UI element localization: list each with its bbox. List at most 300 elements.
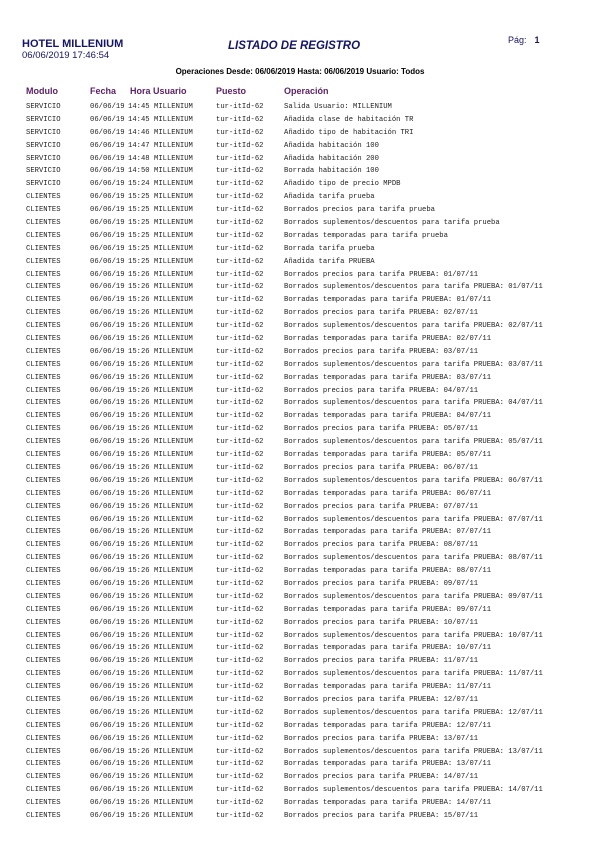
table-row	[0, 374, 600, 387]
cell-operacion: Añadido tipo de habitación TRI	[284, 128, 414, 137]
cell-fecha: 06/06/19	[90, 115, 125, 124]
cell-usuario: MILLENIUM	[154, 476, 193, 485]
cell-fecha: 06/06/19	[90, 786, 125, 795]
cell-fecha: 06/06/19	[90, 708, 125, 717]
cell-fecha: 06/06/19	[90, 322, 125, 331]
cell-fecha: 06/06/19	[90, 296, 125, 305]
cell-puesto: tur-itId-62	[216, 373, 264, 382]
cell-operacion: Borradas temporadas para tarifa PRUEBA: 03/07/11	[284, 373, 492, 382]
cell-hora: 14:45	[128, 115, 150, 124]
table-row	[0, 155, 600, 168]
cell-puesto: tur-itId-62	[216, 257, 264, 266]
cell-usuario: MILLENIUM	[154, 567, 193, 576]
cell-puesto: tur-itId-62	[216, 799, 264, 808]
cell-fecha: 06/06/19	[90, 257, 125, 266]
cell-puesto: tur-itId-62	[216, 541, 264, 550]
cell-puesto: tur-itId-62	[216, 438, 264, 447]
cell-modulo: SERVICIO	[26, 141, 61, 150]
column-headers	[0, 86, 600, 98]
table-row	[0, 748, 600, 761]
cell-operacion: Borrados suplementos/descuentos para tarifa PRUEBA: 01/07/11	[284, 283, 543, 292]
cell-usuario: MILLENIUM	[154, 231, 193, 240]
cell-modulo: SERVICIO	[26, 128, 61, 137]
cell-modulo: CLIENTES	[26, 476, 61, 485]
cell-fecha: 06/06/19	[90, 592, 125, 601]
cell-operacion: Borrados suplementos/descuentos para tarifa PRUEBA: 10/07/11	[284, 631, 543, 640]
table-row	[0, 657, 600, 670]
cell-usuario: MILLENIUM	[154, 463, 193, 472]
cell-modulo: SERVICIO	[26, 103, 61, 111]
cell-fecha: 06/06/19	[90, 515, 125, 524]
cell-operacion: Borrados precios para tarifa PRUEBA: 08/07/11	[284, 541, 479, 550]
cell-modulo: CLIENTES	[26, 489, 61, 498]
cell-hora: 15:26	[128, 799, 150, 808]
cell-puesto: tur-itId-62	[216, 528, 264, 537]
table-row	[0, 554, 600, 567]
cell-hora: 14:50	[128, 167, 150, 176]
cell-fecha: 06/06/19	[90, 360, 125, 369]
cell-operacion: Borrados precios para tarifa PRUEBA: 09/07/11	[284, 579, 479, 588]
cell-puesto: tur-itId-62	[216, 657, 264, 666]
cell-hora: 15:26	[128, 773, 150, 782]
table-row	[0, 399, 600, 412]
cell-operacion: Borrados precios para tarifa PRUEBA: 11/07/11	[284, 657, 479, 666]
cell-operacion: Borrada tarifa prueba	[284, 244, 375, 253]
cell-fecha: 06/06/19	[90, 567, 125, 576]
cell-operacion: Borrados suplementos/descuentos para tarifa PRUEBA: 14/07/11	[284, 786, 543, 795]
table-row	[0, 528, 600, 541]
cell-operacion: Borrados precios para tarifa PRUEBA: 05/07/11	[284, 425, 479, 434]
cell-operacion: Borrados precios para tarifa PRUEBA: 07/07/11	[284, 502, 479, 511]
cell-puesto: tur-itId-62	[216, 283, 264, 292]
cell-usuario: MILLENIUM	[154, 786, 193, 795]
cell-operacion: Borrados precios para tarifa PRUEBA: 03/07/11	[284, 347, 479, 356]
cell-usuario: MILLENIUM	[154, 360, 193, 369]
cell-operacion: Borrados precios para tarifa PRUEBA: 06/07/11	[284, 463, 479, 472]
cell-hora: 15:26	[128, 528, 150, 537]
cell-fecha: 06/06/19	[90, 734, 125, 743]
cell-operacion: Borrados precios para tarifa PRUEBA: 04/07/11	[284, 386, 479, 395]
cell-puesto: tur-itId-62	[216, 721, 264, 730]
cell-puesto: tur-itId-62	[216, 425, 264, 434]
cell-usuario: MILLENIUM	[154, 799, 193, 808]
table-row	[0, 142, 600, 155]
cell-usuario: MILLENIUM	[154, 592, 193, 601]
cell-usuario: MILLENIUM	[154, 708, 193, 717]
cell-puesto: tur-itId-62	[216, 786, 264, 795]
cell-modulo: CLIENTES	[26, 193, 61, 202]
cell-fecha: 06/06/19	[90, 244, 125, 253]
cell-modulo: CLIENTES	[26, 322, 61, 331]
cell-hora: 15:26	[128, 695, 150, 704]
cell-puesto: tur-itId-62	[216, 167, 264, 176]
cell-hora: 15:26	[128, 554, 150, 563]
header-fecha: Fecha	[90, 86, 117, 96]
cell-puesto: tur-itId-62	[216, 463, 264, 472]
table-row	[0, 296, 600, 309]
cell-fecha: 06/06/19	[90, 502, 125, 511]
cell-puesto: tur-itId-62	[216, 695, 264, 704]
cell-hora: 15:26	[128, 489, 150, 498]
cell-hora: 14:45	[128, 103, 150, 111]
cell-fecha: 06/06/19	[90, 605, 125, 614]
cell-usuario: MILLENIUM	[154, 515, 193, 524]
cell-usuario: MILLENIUM	[154, 412, 193, 421]
cell-puesto: tur-itId-62	[216, 103, 264, 111]
cell-puesto: tur-itId-62	[216, 489, 264, 498]
cell-usuario: MILLENIUM	[154, 605, 193, 614]
cell-usuario: MILLENIUM	[154, 747, 193, 756]
cell-operacion: Añadida tarifa prueba	[284, 193, 375, 202]
cell-hora: 15:26	[128, 747, 150, 756]
cell-fecha: 06/06/19	[90, 193, 125, 202]
cell-usuario: MILLENIUM	[154, 386, 193, 395]
table-row	[0, 670, 600, 683]
cell-hora: 15:26	[128, 708, 150, 717]
table-row	[0, 477, 600, 490]
cell-modulo: CLIENTES	[26, 708, 61, 717]
cell-usuario: MILLENIUM	[154, 683, 193, 692]
cell-fecha: 06/06/19	[90, 695, 125, 704]
cell-hora: 15:25	[128, 257, 150, 266]
table-row	[0, 322, 600, 335]
table-row	[0, 799, 600, 812]
cell-hora: 15:26	[128, 592, 150, 601]
cell-hora: 15:26	[128, 567, 150, 576]
table-row	[0, 773, 600, 786]
table-row	[0, 283, 600, 296]
cell-usuario: MILLENIUM	[154, 438, 193, 447]
cell-fecha: 06/06/19	[90, 618, 125, 627]
cell-usuario: MILLENIUM	[154, 193, 193, 202]
table-row	[0, 490, 600, 503]
cell-puesto: tur-itId-62	[216, 206, 264, 215]
cell-modulo: CLIENTES	[26, 502, 61, 511]
cell-usuario: MILLENIUM	[154, 128, 193, 137]
cell-fecha: 06/06/19	[90, 425, 125, 434]
cell-fecha: 06/06/19	[90, 128, 125, 137]
cell-modulo: CLIENTES	[26, 631, 61, 640]
cell-hora: 15:26	[128, 541, 150, 550]
cell-puesto: tur-itId-62	[216, 141, 264, 150]
cell-puesto: tur-itId-62	[216, 631, 264, 640]
table-row	[0, 632, 600, 645]
cell-operacion: Borrados precios para tarifa PRUEBA: 13/07/11	[284, 734, 479, 743]
cell-usuario: MILLENIUM	[154, 670, 193, 679]
cell-usuario: MILLENIUM	[154, 309, 193, 318]
table-row	[0, 786, 600, 799]
cell-usuario: MILLENIUM	[154, 206, 193, 215]
cell-puesto: tur-itId-62	[216, 734, 264, 743]
cell-hora: 15:26	[128, 322, 150, 331]
cell-operacion: Borradas temporadas para tarifa PRUEBA: 01/07/11	[284, 296, 492, 305]
table-row	[0, 193, 600, 206]
cell-usuario: MILLENIUM	[154, 644, 193, 653]
cell-hora: 15:25	[128, 244, 150, 253]
cell-fecha: 06/06/19	[90, 373, 125, 382]
cell-hora: 15:26	[128, 270, 150, 279]
table-row	[0, 735, 600, 748]
cell-operacion: Borrados suplementos/descuentos para tarifa PRUEBA: 03/07/11	[284, 360, 543, 369]
cell-fecha: 06/06/19	[90, 760, 125, 769]
cell-fecha: 06/06/19	[90, 386, 125, 395]
cell-usuario: MILLENIUM	[154, 270, 193, 279]
cell-modulo: CLIENTES	[26, 799, 61, 808]
report-title: LISTADO DE REGISTRO	[228, 40, 361, 52]
cell-fecha: 06/06/19	[90, 399, 125, 408]
cell-modulo: SERVICIO	[26, 167, 61, 176]
cell-operacion: Borradas temporadas para tarifa PRUEBA: 12/07/11	[284, 721, 492, 730]
cell-fecha: 06/06/19	[90, 811, 125, 820]
cell-fecha: 06/06/19	[90, 554, 125, 563]
cell-modulo: CLIENTES	[26, 670, 61, 679]
cell-usuario: MILLENIUM	[154, 399, 193, 408]
cell-modulo: CLIENTES	[26, 244, 61, 253]
table-row	[0, 245, 600, 258]
cell-usuario: MILLENIUM	[154, 257, 193, 266]
cell-operacion: Borrados suplementos/descuentos para tarifa PRUEBA: 12/07/11	[284, 708, 543, 717]
cell-usuario: MILLENIUM	[154, 219, 193, 228]
cell-usuario: MILLENIUM	[154, 618, 193, 627]
cell-hora: 15:26	[128, 360, 150, 369]
cell-puesto: tur-itId-62	[216, 670, 264, 679]
cell-fecha: 06/06/19	[90, 463, 125, 472]
cell-modulo: CLIENTES	[26, 721, 61, 730]
hotel-name: HOTEL MILLENIUM	[22, 38, 124, 50]
cell-fecha: 06/06/19	[90, 541, 125, 550]
cell-modulo: CLIENTES	[26, 231, 61, 240]
cell-modulo: CLIENTES	[26, 734, 61, 743]
cell-hora: 15:26	[128, 786, 150, 795]
cell-operacion: Borradas temporadas para tarifa PRUEBA: 05/07/11	[284, 451, 492, 460]
cell-operacion: Borradas temporadas para tarifa PRUEBA: 02/07/11	[284, 335, 492, 344]
table-row	[0, 206, 600, 219]
cell-operacion: Borrados suplementos/descuentos para tarifa PRUEBA: 09/07/11	[284, 592, 543, 601]
cell-puesto: tur-itId-62	[216, 644, 264, 653]
table-row	[0, 644, 600, 657]
cell-modulo: CLIENTES	[26, 219, 61, 228]
table-row	[0, 258, 600, 271]
page-label: Pág:	[508, 35, 527, 45]
table-row	[0, 335, 600, 348]
cell-modulo: CLIENTES	[26, 773, 61, 782]
cell-fecha: 06/06/19	[90, 721, 125, 730]
cell-fecha: 06/06/19	[90, 657, 125, 666]
cell-usuario: MILLENIUM	[154, 425, 193, 434]
cell-usuario: MILLENIUM	[154, 528, 193, 537]
cell-modulo: CLIENTES	[26, 335, 61, 344]
cell-operacion: Borrados suplementos/descuentos para tarifa PRUEBA: 05/07/11	[284, 438, 543, 447]
table-row	[0, 760, 600, 773]
cell-puesto: tur-itId-62	[216, 193, 264, 202]
cell-hora: 15:26	[128, 721, 150, 730]
cell-puesto: tur-itId-62	[216, 270, 264, 279]
cell-usuario: MILLENIUM	[154, 283, 193, 292]
cell-usuario: MILLENIUM	[154, 167, 193, 176]
cell-puesto: tur-itId-62	[216, 502, 264, 511]
cell-fecha: 06/06/19	[90, 438, 125, 447]
cell-operacion: Añadida habitación 100	[284, 141, 379, 150]
cell-operacion: Borradas temporadas para tarifa prueba	[284, 231, 448, 240]
cell-hora: 15:25	[128, 231, 150, 240]
cell-usuario: MILLENIUM	[154, 180, 193, 189]
cell-puesto: tur-itId-62	[216, 451, 264, 460]
cell-usuario: MILLENIUM	[154, 115, 193, 124]
cell-puesto: tur-itId-62	[216, 811, 264, 820]
cell-hora: 14:48	[128, 154, 150, 163]
cell-operacion: Borradas temporadas para tarifa PRUEBA: 11/07/11	[284, 683, 492, 692]
table-row	[0, 606, 600, 619]
cell-modulo: CLIENTES	[26, 567, 61, 576]
cell-puesto: tur-itId-62	[216, 399, 264, 408]
cell-operacion: Borrados suplementos/descuentos para tarifa PRUEBA: 04/07/11	[284, 399, 543, 408]
cell-puesto: tur-itId-62	[216, 747, 264, 756]
cell-modulo: CLIENTES	[26, 386, 61, 395]
header-puesto: Puesto	[216, 86, 247, 96]
cell-modulo: CLIENTES	[26, 747, 61, 756]
table-row	[0, 271, 600, 284]
cell-puesto: tur-itId-62	[216, 412, 264, 421]
cell-hora: 15:26	[128, 373, 150, 382]
cell-usuario: MILLENIUM	[154, 773, 193, 782]
cell-usuario: MILLENIUM	[154, 335, 193, 344]
cell-modulo: CLIENTES	[26, 463, 61, 472]
cell-hora: 15:26	[128, 386, 150, 395]
cell-operacion: Borradas temporadas para tarifa PRUEBA: 06/07/11	[284, 489, 492, 498]
cell-fecha: 06/06/19	[90, 683, 125, 692]
cell-fecha: 06/06/19	[90, 631, 125, 640]
cell-hora: 15:24	[128, 180, 150, 189]
cell-operacion: Borrada habitación 100	[284, 167, 379, 176]
cell-hora: 15:26	[128, 760, 150, 769]
cell-usuario: MILLENIUM	[154, 154, 193, 163]
cell-operacion: Borrados suplementos/descuentos para tarifa PRUEBA: 13/07/11	[284, 747, 543, 756]
cell-puesto: tur-itId-62	[216, 322, 264, 331]
cell-fecha: 06/06/19	[90, 206, 125, 215]
table-row	[0, 438, 600, 451]
cell-modulo: CLIENTES	[26, 270, 61, 279]
cell-operacion: Borradas temporadas para tarifa PRUEBA: 13/07/11	[284, 760, 492, 769]
cell-operacion: Añadida tarifa PRUEBA	[284, 257, 375, 266]
table-row	[0, 425, 600, 438]
cell-hora: 15:26	[128, 296, 150, 305]
cell-usuario: MILLENIUM	[154, 322, 193, 331]
table-row	[0, 812, 600, 825]
cell-operacion: Borrados precios para tarifa PRUEBA: 12/07/11	[284, 695, 479, 704]
cell-modulo: CLIENTES	[26, 257, 61, 266]
cell-fecha: 06/06/19	[90, 219, 125, 228]
cell-puesto: tur-itId-62	[216, 128, 264, 137]
cell-operacion: Borrados suplementos/descuentos para tarifa PRUEBA: 08/07/11	[284, 554, 543, 563]
cell-puesto: tur-itId-62	[216, 154, 264, 163]
cell-usuario: MILLENIUM	[154, 657, 193, 666]
cell-fecha: 06/06/19	[90, 747, 125, 756]
cell-hora: 15:26	[128, 605, 150, 614]
cell-modulo: CLIENTES	[26, 760, 61, 769]
table-row	[0, 503, 600, 516]
cell-operacion: Borradas temporadas para tarifa PRUEBA: 10/07/11	[284, 644, 492, 653]
cell-usuario: MILLENIUM	[154, 811, 193, 820]
log-table	[0, 103, 600, 825]
cell-hora: 15:25	[128, 193, 150, 202]
table-row	[0, 129, 600, 142]
cell-fecha: 06/06/19	[90, 670, 125, 679]
cell-modulo: SERVICIO	[26, 180, 61, 189]
table-row	[0, 619, 600, 632]
cell-modulo: CLIENTES	[26, 811, 61, 820]
cell-hora: 15:26	[128, 631, 150, 640]
cell-modulo: CLIENTES	[26, 618, 61, 627]
table-row	[0, 722, 600, 735]
cell-operacion: Borrados suplementos/descuentos para tarifa PRUEBA: 02/07/11	[284, 322, 543, 331]
cell-puesto: tur-itId-62	[216, 180, 264, 189]
header-modulo: Modulo	[26, 86, 58, 96]
cell-puesto: tur-itId-62	[216, 773, 264, 782]
cell-puesto: tur-itId-62	[216, 554, 264, 563]
cell-usuario: MILLENIUM	[154, 489, 193, 498]
cell-modulo: CLIENTES	[26, 283, 61, 292]
table-row	[0, 567, 600, 580]
cell-fecha: 06/06/19	[90, 644, 125, 653]
cell-hora: 15:26	[128, 683, 150, 692]
cell-puesto: tur-itId-62	[216, 515, 264, 524]
cell-hora: 15:26	[128, 309, 150, 318]
cell-modulo: CLIENTES	[26, 579, 61, 588]
cell-usuario: MILLENIUM	[154, 695, 193, 704]
cell-puesto: tur-itId-62	[216, 579, 264, 588]
cell-usuario: MILLENIUM	[154, 631, 193, 640]
cell-fecha: 06/06/19	[90, 103, 125, 111]
cell-operacion: Borrados precios para tarifa PRUEBA: 10/07/11	[284, 618, 479, 627]
table-row	[0, 167, 600, 180]
cell-hora: 14:47	[128, 141, 150, 150]
report-datetime: 06/06/2019 17:46:54	[22, 50, 110, 61]
cell-modulo: CLIENTES	[26, 683, 61, 692]
cell-operacion: Borrados suplementos/descuentos para tarifa prueba	[284, 219, 500, 228]
cell-puesto: tur-itId-62	[216, 760, 264, 769]
cell-puesto: tur-itId-62	[216, 309, 264, 318]
cell-operacion: Añadido tipo de precio MPDB	[284, 180, 401, 189]
cell-usuario: MILLENIUM	[154, 541, 193, 550]
cell-modulo: CLIENTES	[26, 360, 61, 369]
table-row	[0, 696, 600, 709]
cell-fecha: 06/06/19	[90, 270, 125, 279]
cell-fecha: 06/06/19	[90, 141, 125, 150]
cell-modulo: CLIENTES	[26, 309, 61, 318]
cell-hora: 15:26	[128, 451, 150, 460]
cell-puesto: tur-itId-62	[216, 231, 264, 240]
cell-modulo: CLIENTES	[26, 786, 61, 795]
cell-fecha: 06/06/19	[90, 451, 125, 460]
cell-fecha: 06/06/19	[90, 180, 125, 189]
cell-hora: 15:26	[128, 283, 150, 292]
cell-modulo: CLIENTES	[26, 695, 61, 704]
cell-fecha: 06/06/19	[90, 489, 125, 498]
table-row	[0, 116, 600, 129]
table-row	[0, 348, 600, 361]
cell-modulo: CLIENTES	[26, 644, 61, 653]
cell-modulo: CLIENTES	[26, 438, 61, 447]
cell-puesto: tur-itId-62	[216, 115, 264, 124]
cell-modulo: SERVICIO	[26, 115, 61, 124]
cell-modulo: CLIENTES	[26, 373, 61, 382]
cell-puesto: tur-itId-62	[216, 296, 264, 305]
cell-operacion: Borrados precios para tarifa PRUEBA: 01/07/11	[284, 270, 479, 279]
cell-operacion: Borrados precios para tarifa PRUEBA: 14/07/11	[284, 773, 479, 782]
table-row	[0, 541, 600, 554]
cell-hora: 15:26	[128, 412, 150, 421]
cell-hora: 15:26	[128, 425, 150, 434]
